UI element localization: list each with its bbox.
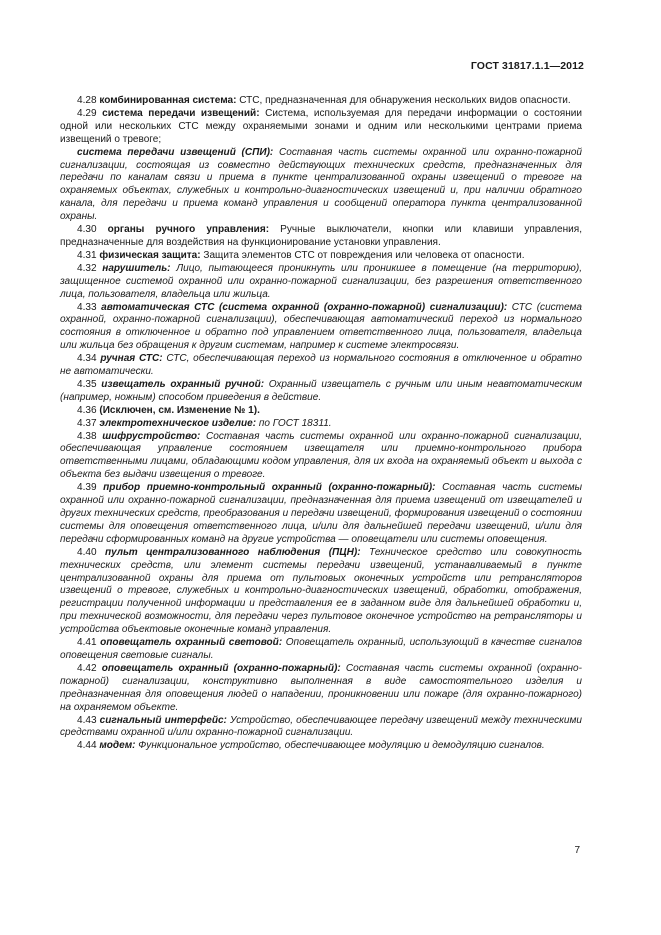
clause-number: 4.36	[77, 404, 100, 416]
definitions-body	[60, 95, 582, 753]
definition-text: Составная часть системы охранной или охранно-пожарной сигнализации, предназначенная для приема извещений от извещателей и других технических средств, преобразования и передачи извещений, формирования извещений о состоянии системы для оповещения ответственного лица, и/или для дальнейшей передачи извещений, и/или для передачи сформированных команд на другие устройства — оповещатели или системы оповещения.	[60, 482, 582, 545]
definition-paragraph	[60, 740, 582, 753]
definition-text: Лицо, пытающееся проникнуть или проникшее в помещение (на территорию), защищенное системой охранной или охранно-пожарной сигнализации, без разрешения ответственного лица, пользователя, владельца или жильца.	[60, 262, 582, 300]
term: комбинированная система:	[99, 95, 237, 106]
clause-number: 4.31	[77, 249, 100, 261]
term: система передачи извещений (СПИ):	[77, 146, 274, 158]
term: автоматическая СТС (система охранной (охранно-пожарной) сигнализации):	[101, 301, 508, 313]
clause-number: 4.43	[77, 714, 100, 726]
clause-number: 4.32	[77, 262, 103, 274]
definition-text: Ручные выключатели, кнопки или клавиши управления, предназначенные для воздействия на функционирование установки управления.	[60, 224, 582, 248]
definition-text: Техническое средство или совокупность технических средств, или элемент системы передачи извещений, устанавливаемый в пункте централизованной охраны для приема от пультовых оконечных устройств или ретрансляторов извещений о тревоге, служебных и контрольно-диагностических извещений, обработки, отображения, регистрации полученной информации и представления ее в заданном виде для дальнейшей обработки и, при технической возможности, для передачи через пультовое оконечное устройство на ретрансляторы и устройства объектовые оконечные команд управления.	[60, 546, 582, 636]
clause-number: 4.34	[77, 353, 101, 365]
standard-header: ГОСТ 31817.1.1—2012	[470, 60, 584, 72]
definition-paragraph	[60, 663, 582, 715]
term: органы ручного управления:	[107, 224, 270, 236]
page-number: 7	[574, 845, 580, 856]
clause-number: 4.42	[77, 662, 102, 674]
clause-number: 4.30	[77, 224, 108, 236]
definition-paragraph	[60, 379, 582, 405]
term: физическая защита:	[99, 249, 201, 261]
definition-paragraph	[60, 147, 582, 224]
term: извещатель охранный ручной:	[101, 378, 265, 390]
clause-number: 4.41	[77, 637, 101, 649]
definition-text: Система, используемая для передачи информации о состоянии одной или нескольких СТС между охраняемыми зонами и одним или несколькими центрами приема извещений о тревоге;	[60, 107, 583, 145]
definition-paragraph	[60, 108, 582, 147]
term: модем:	[99, 740, 136, 752]
clause-number: 4.35	[77, 378, 102, 390]
definition-text: СТС, предназначенная для обнаружения нескольких видов опасности.	[236, 95, 571, 106]
definition-paragraph	[60, 302, 582, 354]
definition-text: Составная часть системы охранной или охранно-пожарной сигнализации, обеспечивающая управление состоянием извещателя или приемно-контрольного прибора ответственными лицами, обладающими кодом управления, для их входа на охраняемый объект и выхода с объекта без выдачи извещения о тревоге.	[60, 430, 582, 481]
clause-number: 4.29	[77, 107, 103, 119]
definition-paragraph	[60, 482, 582, 547]
definition-text: СТС, обеспечивающая переход из нормального состояния в отключенное и обратно не автоматически.	[60, 353, 582, 378]
definition-paragraph	[60, 637, 582, 663]
definition-text: Защита элементов СТС от повреждения или человека от опасности.	[200, 249, 525, 261]
clause-number: 4.28	[77, 95, 100, 106]
definition-paragraph	[60, 715, 582, 741]
definition-paragraph	[60, 224, 582, 250]
definition-text: по ГОСТ 18311.	[256, 417, 332, 429]
term: электротехническое изделие:	[99, 417, 257, 429]
term: пульт централизованного наблюдения (ПЦН):	[105, 546, 361, 558]
definition-paragraph	[60, 547, 582, 637]
term: (Исключен, см. Изменение № 1).	[99, 404, 260, 416]
clause-number: 4.40	[77, 546, 106, 558]
term: нарушитель:	[102, 262, 171, 274]
definition-text: Оповещатель охранный, использующий в качестве сигналов оповещения световые сигналы.	[60, 637, 582, 661]
definition-text: Составная часть системы охранной или охранно-пожарной сигнализации, состоящая из совместно действующих технических средств, предназначенных для передачи по каналам связи и приема в пункте централизованной охраны извещений о тревоге на охраняемых объектах, служебных и контрольно-диагностических извещений и, при наличии обратного канала, для передачи и приема команд управления и сообщений оператора пункта централизованной охраны.	[60, 146, 582, 223]
definition-text: СТС (система охранной, охранно-пожарной сигнализации), обеспечивающая автоматический переход из нормального состояния в отключенное и обратно под управлением ответственного лица, пользователя, владельца или жильца без обращения к другим системам, например к системе электросвязи.	[60, 301, 582, 352]
definition-paragraph	[60, 250, 582, 263]
clause-number: 4.39	[77, 482, 104, 494]
definition-paragraph	[60, 418, 582, 431]
definition-paragraph	[60, 431, 582, 483]
term: шифрустройство:	[102, 430, 201, 442]
term: система передачи извещений:	[102, 107, 260, 119]
definition-paragraph	[60, 353, 582, 379]
definition-text: Составная часть системы охранной (охранно-пожарной) сигнализации, конструктивно выполненная в виде самостоятельного изделия и предназначенная для оповещения людей о нападении, проникновении или пожаре (для охранно-пожарного) на охраняемом объекте.	[60, 662, 582, 713]
definition-text: Охранный извещатель с ручным или иным неавтоматическим (например, ножным) способом приведения в действие.	[60, 378, 582, 403]
term: оповещатель охранный (охранно-пожарный):	[101, 662, 341, 674]
definition-paragraph	[60, 263, 582, 302]
term: сигнальный интерфейс:	[99, 714, 227, 726]
clause-number: 4.33	[77, 301, 102, 313]
clause-number: 4.44	[77, 740, 100, 752]
clause-number: 4.37	[77, 417, 100, 429]
definition-paragraph	[60, 95, 582, 108]
definition-paragraph	[60, 405, 582, 418]
term: ручная СТС:	[100, 353, 163, 365]
definition-text: Функциональное устройство, обеспечивающее модуляцию и демодуляцию сигналов.	[135, 740, 545, 752]
definition-text: Устройство, обеспечивающее передачу извещений между техническими средствами охранной и/или охранно-пожарной сигнализации.	[60, 714, 582, 739]
clause-number: 4.38	[77, 430, 103, 442]
term: прибор приемно-контрольный охранный (охранно-пожарный):	[103, 482, 436, 494]
term: оповещатель охранный световой:	[100, 637, 283, 649]
